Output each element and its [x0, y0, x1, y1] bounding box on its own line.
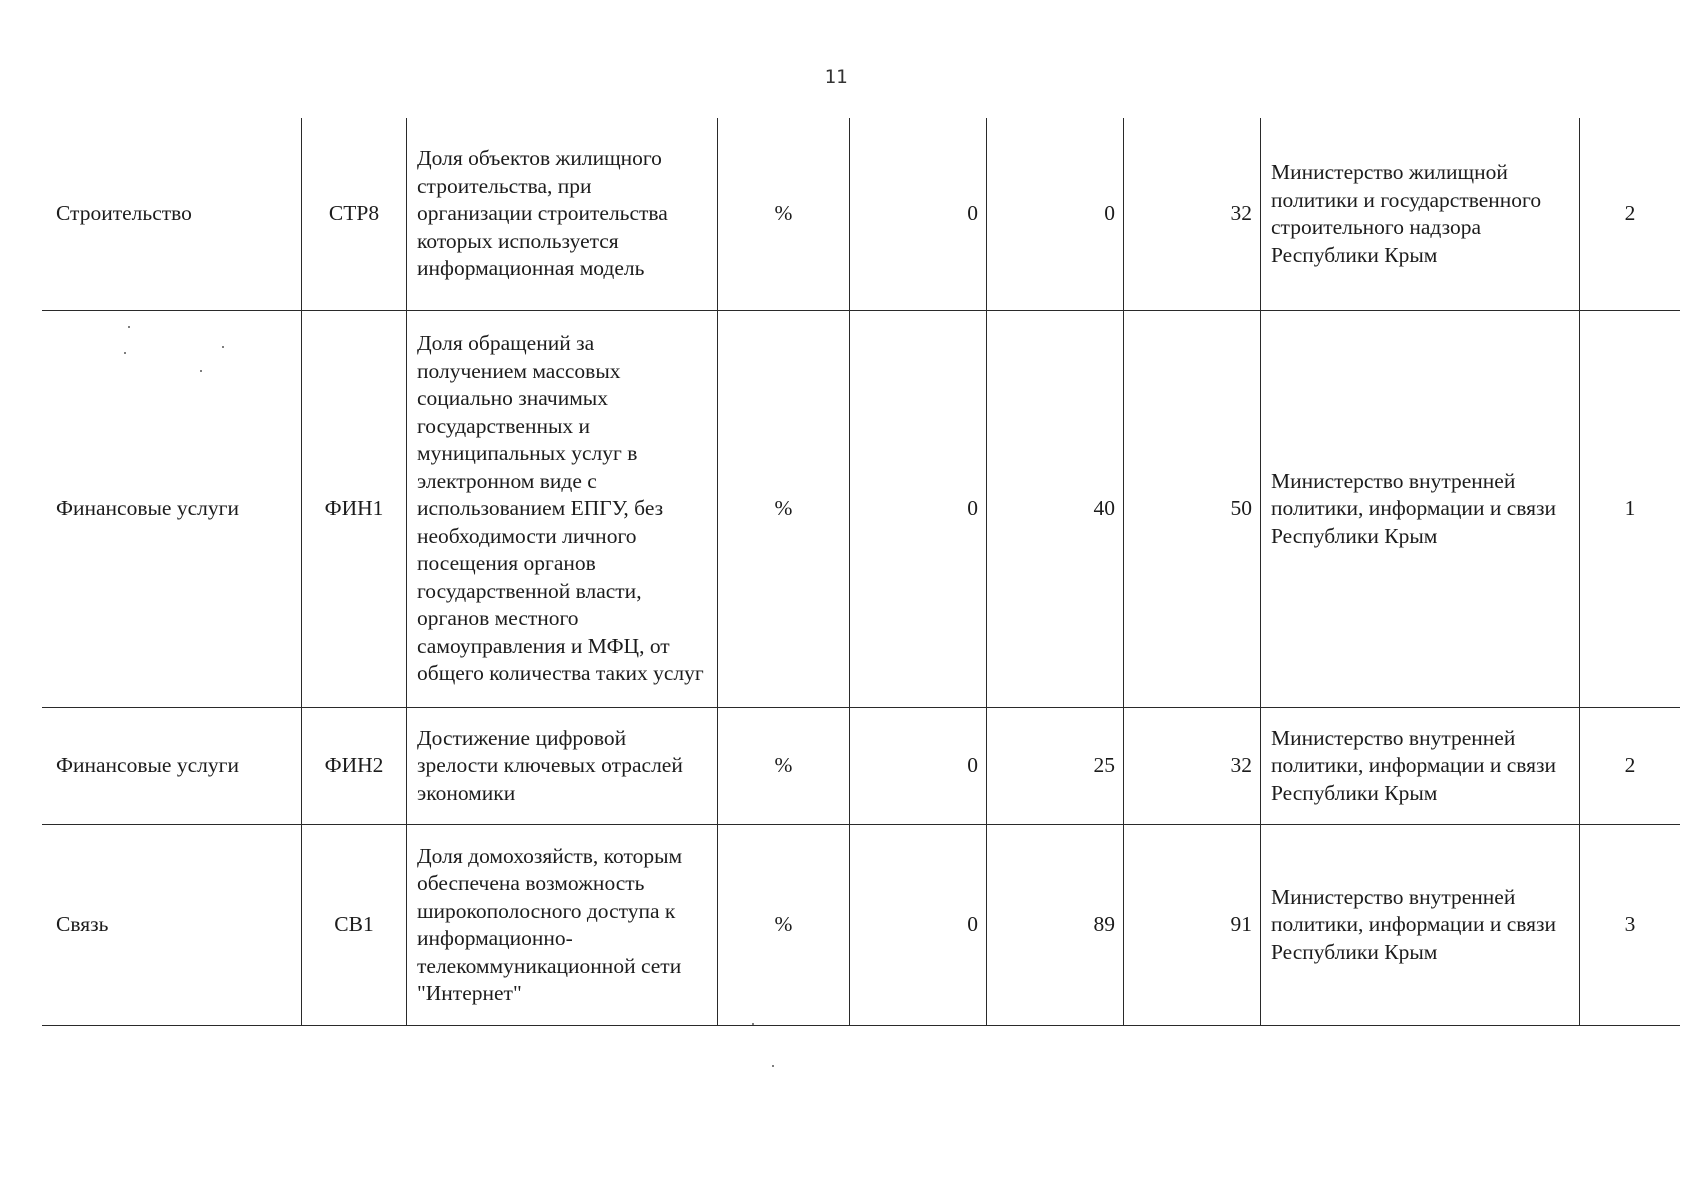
value-2-cell: 89: [987, 825, 1124, 1026]
sector-cell: Финансовые услуги: [42, 311, 302, 708]
unit-cell: %: [718, 825, 850, 1026]
description-cell: Достижение цифровой зрелости ключевых отраслей экономики: [407, 708, 718, 825]
code-cell: ФИН2: [302, 708, 407, 825]
value-1-cell: 0: [850, 118, 987, 311]
ministry-cell: Министерство жилищной политики и государственного строительного надзора Республики Крым: [1261, 118, 1580, 311]
unit-cell: %: [718, 118, 850, 311]
scan-speck: [772, 1065, 774, 1067]
ministry-cell: Министерство внутренней политики, информации и связи Республики Крым: [1261, 311, 1580, 708]
rank-cell: 2: [1580, 118, 1681, 311]
description-cell: Доля обращений за получением массовых социально значимых государственных и муниципальных услуг в электронном виде с использованием ЕПГУ, без необходимости личного посещения органов государственной власти, органов местного самоуправления и МФЦ, от общего количества таких услуг: [407, 311, 718, 708]
value-1-cell: 0: [850, 825, 987, 1026]
unit-cell: %: [718, 708, 850, 825]
value-2-cell: 40: [987, 311, 1124, 708]
sector-cell: Строительство: [42, 118, 302, 311]
scan-speck: [200, 370, 202, 372]
scan-speck: [222, 346, 224, 348]
scan-speck: [124, 352, 126, 354]
ministry-cell: Министерство внутренней политики, информации и связи Республики Крым: [1261, 825, 1580, 1026]
code-cell: СТР8: [302, 118, 407, 311]
value-1-cell: 0: [850, 311, 987, 708]
code-cell: СВ1: [302, 825, 407, 1026]
table-row: [42, 311, 1680, 708]
value-1-cell: 0: [850, 708, 987, 825]
table-row: [42, 825, 1680, 1026]
description-cell: Доля объектов жилищного строительства, при организации строительства которых используется информационная модель: [407, 118, 718, 311]
indicators-table-container: [42, 118, 1680, 1026]
rank-cell: 3: [1580, 825, 1681, 1026]
ministry-cell: Министерство внутренней политики, информации и связи Республики Крым: [1261, 708, 1580, 825]
code-cell: ФИН1: [302, 311, 407, 708]
description-cell: Доля домохозяйств, которым обеспечена возможность широкополосного доступа к информационно-телекоммуникационной сети "Интернет": [407, 825, 718, 1026]
unit-cell: %: [718, 311, 850, 708]
indicators-table: [42, 118, 1680, 1026]
value-3-cell: 50: [1124, 311, 1261, 708]
table-row: [42, 708, 1680, 825]
value-3-cell: 91: [1124, 825, 1261, 1026]
value-3-cell: 32: [1124, 708, 1261, 825]
sector-cell: Финансовые услуги: [42, 708, 302, 825]
value-3-cell: 32: [1124, 118, 1261, 311]
rank-cell: 1: [1580, 311, 1681, 708]
scan-speck: [128, 326, 130, 328]
page-number: 11: [824, 66, 848, 88]
rank-cell: 2: [1580, 708, 1681, 825]
scan-speck: [752, 1023, 754, 1025]
sector-cell: Связь: [42, 825, 302, 1026]
table-row: [42, 118, 1680, 311]
value-2-cell: 25: [987, 708, 1124, 825]
value-2-cell: 0: [987, 118, 1124, 311]
